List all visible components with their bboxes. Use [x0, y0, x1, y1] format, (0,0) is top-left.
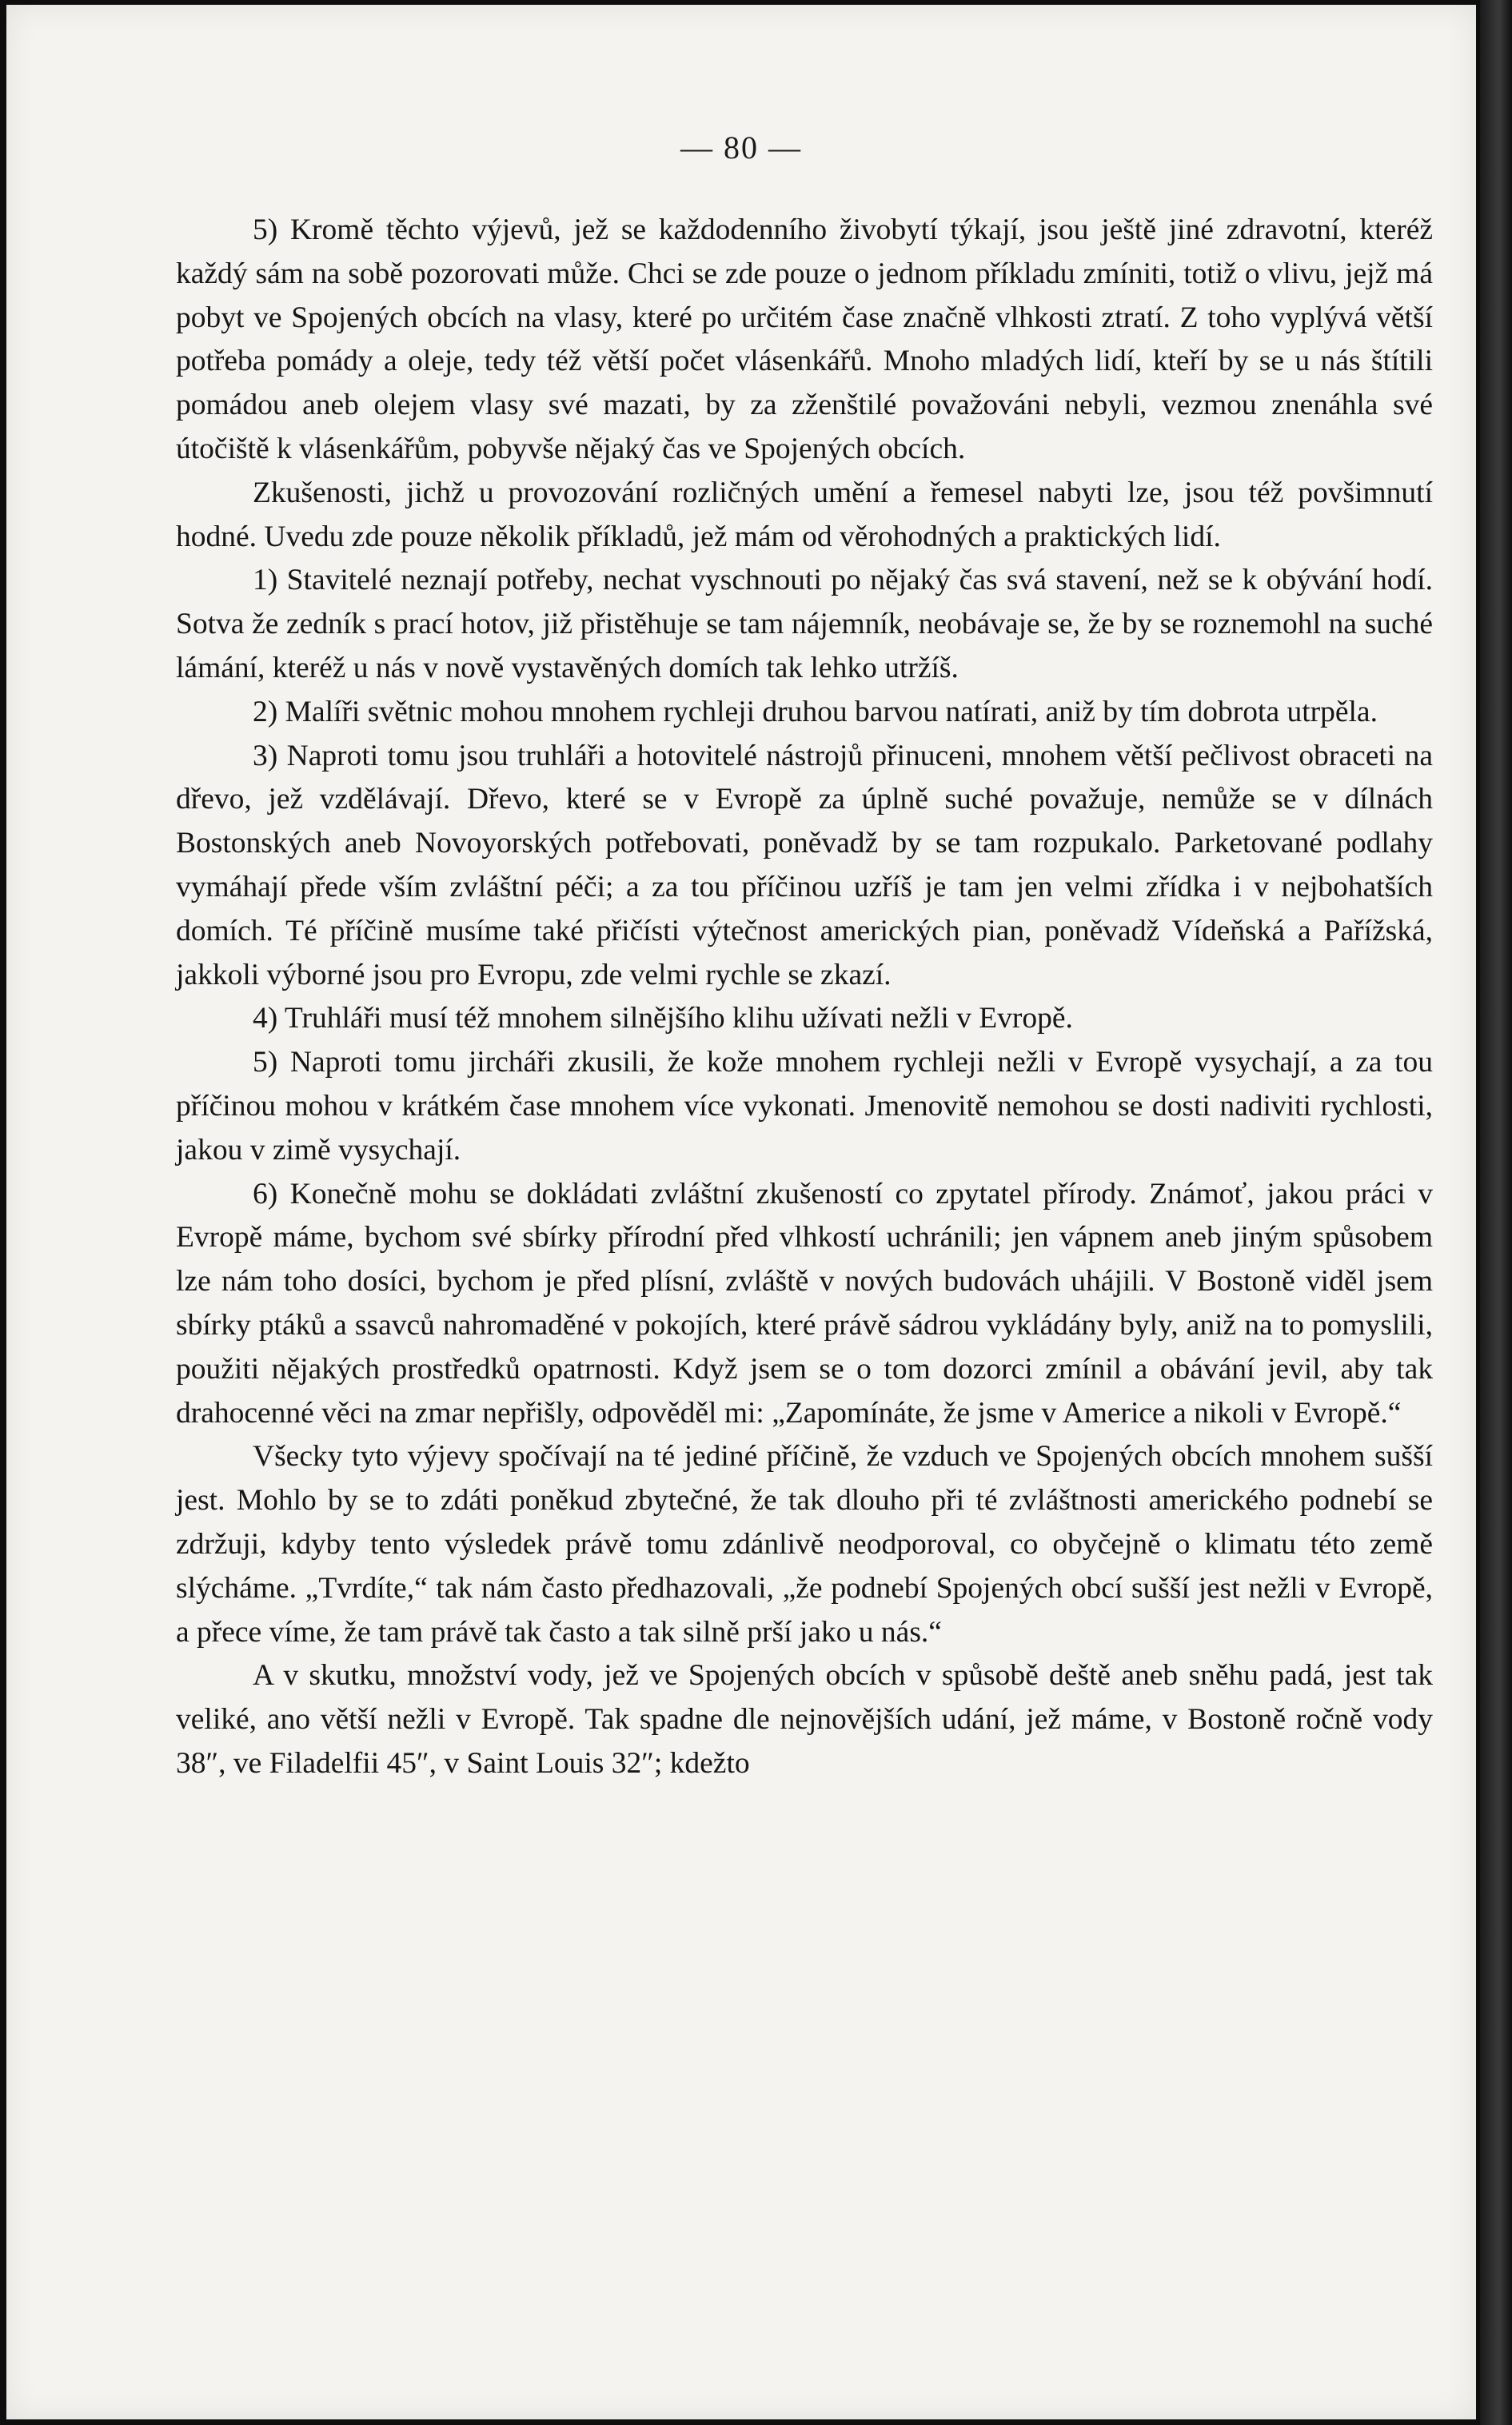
paragraph: 4) Truhláři musí též mnohem silnějšího klihu užívati nežli v Evropě.: [253, 1002, 1073, 1035]
body-text: [176, 209, 1433, 1786]
paragraph: 3) Naproti tomu jsou truhláři a hotovitelé nástrojů přinuceni, mnohem větší pečlivost obraceti na dřevo, jež vzdělávají. Dřevo, které se v Evropě za úplně suché považuje, nemůže se v dílnách Bostonských aneb Novoyorských potřebovati, poněvadž by se tam rozpukalo. Parketované podlahy vymáhají přede vším zvláštní péči; a za tou příčinou uzříš je tam jen velmi zřídka i v nejbohatších domích. Té příčině musíme také přičísti výtečnost amerických pian, poněvadž Vídeňská a Pařížská, jakkoli výborné jsou pro Evropu, zde velmi rychle se zkazí.: [176, 739, 1433, 991]
paragraph: Všecky tyto výjevy spočívají na té jediné příčině, že vzduch ve Spojených obcích mnohem sušší jest. Mohlo by se to zdáti poněkud zbytečné, že tak dlouho při té zvláštnosti amerického podnebí se zdržuji, kdyby tento výsledek právě tomu zdánlivě neodporoval, co obyčejně o klimatu této země slýcháme. „Tvrdíte,“ tak nám často předhazovali, „že podnebí Spojených obcí sušší jest nežli v Evropě, a přece víme, že tam právě tak často a tak silně prší jako u nás.“: [176, 1440, 1433, 1649]
page-number: — 80 —: [680, 130, 802, 166]
paragraph: 6) Konečně mohu se dokládati zvláštní zkušeností co zpytatel přírody. Známoť, jakou práci v Evropě máme, bychom své sbírky přírodní před vlhkostí uchránili; jen vápnem aneb jiným spůsobem lze nám toho dosíci, bychom je před plísní, zvláště v nových budovách uhájili. V Bostoně viděl jsem sbírky ptáků a ssavců nahromaděné v pokojích, které právě sádrou vykládány byly, aniž na to pomyslili, použiti nějakých prostředků opatrnosti. Když jsem se o tom dozorci zmínil a obávání jevil, aby tak drahocenné věci na zmar nepřišly, odpověděl mi: „Zapomínáte, že jsme v Americe a nikoli v Evropě.“: [176, 1177, 1433, 1430]
paragraph: A v skutku, množství vody, jež ve Spojených obcích v spůsobě deště aneb sněhu padá, jest tak veliké, ano větší nežli v Evropě. Tak spadne dle nejnovějších udání, jež máme, v Bostoně ročně vody 38″, ve Filadelfii 45″, v Saint Louis 32″; kdežto: [176, 1659, 1433, 1780]
paragraph: 2) Malíři světnic mohou mnohem rychleji druhou barvou natírati, aniž by tím dobrota utrpěla.: [253, 695, 1378, 728]
scan-edge: [1480, 0, 1512, 2425]
paragraph: Zkušenosti, jichž u provozování rozličných umění a řemesel nabyti lze, jsou též povšimnutí hodné. Uvedu zde pouze několik příkladů, jež mám od věrohodných a praktických lidí.: [176, 476, 1433, 553]
paragraph: 1) Stavitelé neznají potřeby, nechat vyschnouti po nějaký čas svá stavení, než se k obývání hodí. Sotva že zedník s prací hotov, již přistěhuje se tam nájemník, neobávaje se, že by se roznemohl na suché lámání, kteréž u nás v nově vystavěných domích tak lehko utržíš.: [176, 564, 1433, 684]
paragraph: 5) Kromě těchto výjevů, jež se každodenního živobytí týkají, jsou ještě jiné zdravotní, kteréž každý sám na sobě pozorovati může. Chci se zde pouze o jednom příkladu zmíniti, totiž o vlivu, jejž má pobyt ve Spojených obcích na vlasy, které po určitém čase značně vlhkosti ztratí. Z toho vyplývá větší potřeba pomády a oleje, tedy též větší počet vlásenkářů. Mnoho mladých lidí, kteří by se u nás štítili pomádou aneb olejem vlasy své mazati, by za zženštilé považováni nebyli, vezmou znenáhla své útočiště k vlásenkářům, pobyvše nějaký čas ve Spojených obcích.: [176, 213, 1433, 465]
book-page: [6, 5, 1476, 2419]
paragraph: 5) Naproti tomu jircháři zkusili, že kože mnohem rychleji nežli v Evropě vysychají, a za tou příčinou mohou v krátkém čase mnohem více vykonati. Jmenovitě nemohou se dosti nadiviti rychlosti, jakou v zimě vysychají.: [176, 1046, 1433, 1167]
